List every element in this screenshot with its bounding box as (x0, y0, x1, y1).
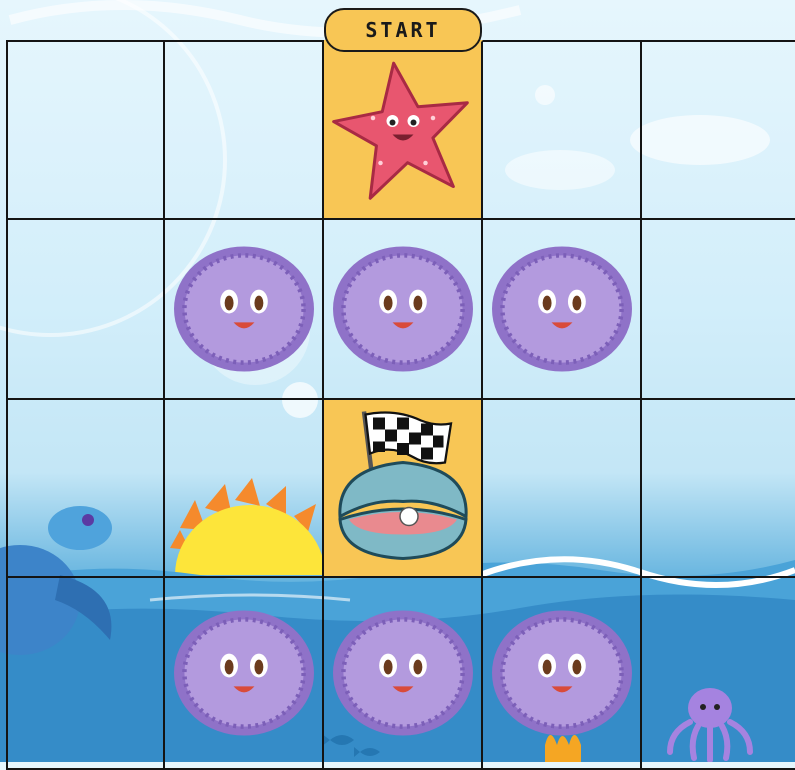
grid-cell[interactable] (642, 400, 795, 578)
grid-cell[interactable] (165, 40, 324, 220)
goal-cell[interactable] (324, 400, 483, 578)
obstacle-cell[interactable] (165, 220, 324, 400)
sea-urchin-icon (169, 239, 319, 379)
grid-cell[interactable] (483, 400, 642, 578)
finish-flag-clam-icon (328, 408, 478, 568)
grid-cell[interactable] (6, 220, 165, 400)
grid-cell[interactable] (6, 400, 165, 578)
sea-urchin-icon (487, 603, 637, 743)
obstacle-cell[interactable] (483, 578, 642, 770)
obstacle-cell[interactable] (324, 578, 483, 770)
clam-icon (339, 463, 465, 559)
grid-cell[interactable] (642, 40, 795, 220)
sea-urchin-icon (169, 603, 319, 743)
grid-cell[interactable] (642, 578, 795, 770)
grid-cell[interactable] (483, 40, 642, 220)
sea-urchin-icon (328, 239, 478, 379)
grid-cell[interactable] (6, 578, 165, 770)
obstacle-cell[interactable] (324, 220, 483, 400)
grid-cell[interactable] (642, 220, 795, 400)
grid-cell[interactable] (6, 40, 165, 220)
obstacle-cell[interactable] (165, 578, 324, 770)
checkered-flag-icon (365, 413, 451, 464)
sea-urchin-icon (328, 603, 478, 743)
start-label: START (324, 8, 482, 52)
game-board (6, 40, 795, 770)
start-cell[interactable] (324, 40, 483, 220)
grid-cell[interactable] (165, 400, 324, 578)
obstacle-cell[interactable] (483, 220, 642, 400)
sea-urchin-icon (487, 239, 637, 379)
starfish-icon[interactable] (328, 55, 478, 205)
